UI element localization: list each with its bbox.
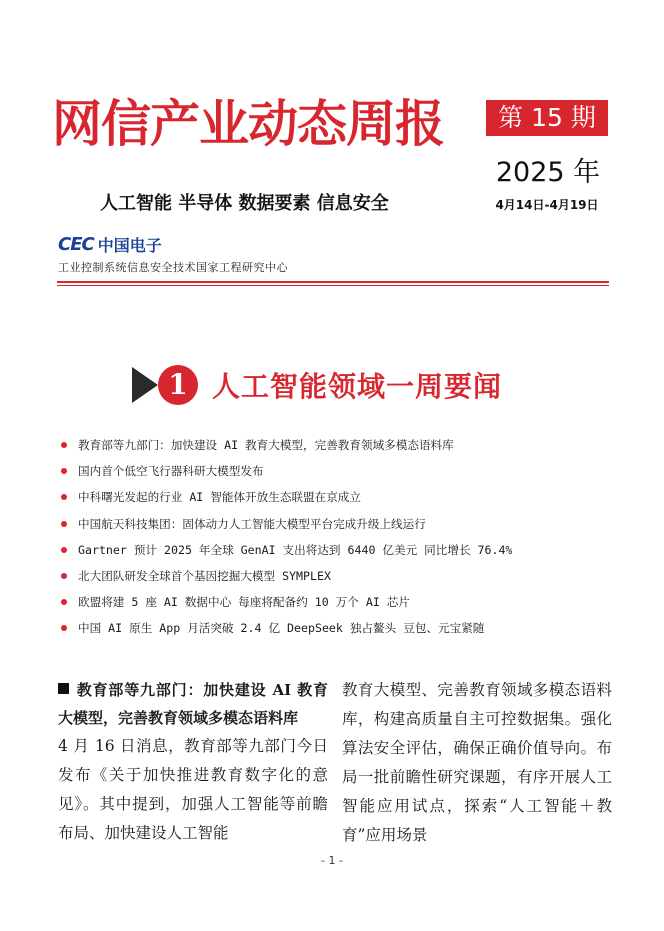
headline-text: 中科曙光发起的行业 AI 智能体开放生态联盟在京成立 — [78, 490, 361, 505]
headline-text: 国内首个低空飞行器科研大模型发布 — [78, 464, 264, 479]
research-center-name: 工业控制系统信息安全技术国家工程研究中心 — [58, 261, 288, 274]
bullet-dot-icon — [61, 442, 67, 448]
headline-item — [60, 511, 620, 537]
article-title-text: 教育部等九部门：加快建设 AI 教育大模型，完善教育领域多模态语料库 — [58, 681, 328, 727]
headline-text: 欧盟将建 5 座 AI 数据中心 每座将配备约 10 万个 AI 芯片 — [78, 595, 410, 610]
section-title: 人工智能领域一周要闻 — [212, 370, 503, 403]
headline-item — [60, 458, 620, 484]
bullet-dot-icon — [61, 521, 67, 527]
page-number: - 1 - — [321, 854, 343, 867]
headline-item — [60, 615, 620, 641]
article-body-right: 教育大模型、完善教育领域多模态语料库，构建高质量自主可控数据集。强化算法安全评估，确保正确价值导向。布局一批前瞻性研究课题，有序开展人工智能应用试点，探索“人工智能＋教育”应用场景 — [342, 681, 612, 844]
issue-badge: 第 15 期 — [486, 100, 608, 136]
headline-item — [60, 484, 620, 510]
article-column-right — [342, 676, 612, 850]
bullet-dot-icon — [61, 547, 67, 553]
cec-logo-chinese: 中国电子 — [97, 235, 162, 255]
header-divider-thin — [57, 285, 609, 286]
article-title — [58, 676, 328, 732]
cec-logo — [58, 232, 162, 256]
cec-logo-latin: CEC — [58, 233, 94, 255]
bullet-dot-icon — [61, 494, 67, 500]
headline-item — [60, 589, 620, 615]
headline-text: 中国 AI 原生 App 月活突破 2.4 亿 DeepSeek 独占鳌头 豆包、元宝紧随 — [78, 621, 485, 636]
article-body-left: 4 月 16 日消息，教育部等九部门今日发布《关于加快推进教育数字化的意见》。其中提到，加强人工智能等前瞻布局、加快建设人工智能 — [58, 737, 328, 842]
bullet-dot-icon — [61, 573, 67, 579]
headline-text: 中国航天科技集团：固体动力人工智能大模型平台完成升级上线运行 — [78, 516, 426, 531]
section-number-icon — [128, 361, 192, 409]
issue-date-range: 4月14日-4月19日 — [495, 198, 599, 212]
bullet-dot-icon — [61, 468, 67, 474]
square-bullet-icon — [58, 683, 69, 694]
headline-text: 北大团队研发全球首个基因挖掘大模型 SYMPLEX — [78, 568, 331, 583]
bullet-dot-icon — [61, 625, 67, 631]
headline-item — [60, 432, 620, 458]
headline-text: Gartner 预计 2025 年全球 GenAI 支出将达到 6440 亿美元 同比增长 76.4% — [78, 542, 513, 557]
section-number: 1 — [168, 368, 188, 401]
bullet-dot-icon — [61, 599, 67, 605]
newsletter-title: 网信产业动态周报 — [52, 94, 444, 153]
article-column-left — [58, 676, 328, 848]
header-divider-thick — [57, 281, 609, 283]
issue-year: 2025 年 — [495, 157, 601, 188]
newsletter-subtitle: 人工智能 半导体 数据要素 信息安全 — [100, 193, 389, 214]
headline-item — [60, 563, 620, 589]
headline-text: 教育部等九部门：加快建设 AI 教育大模型，完善教育领域多模态语料库 — [78, 438, 454, 452]
headline-list — [60, 432, 620, 642]
section-heading — [128, 360, 502, 410]
headline-item — [60, 537, 620, 563]
